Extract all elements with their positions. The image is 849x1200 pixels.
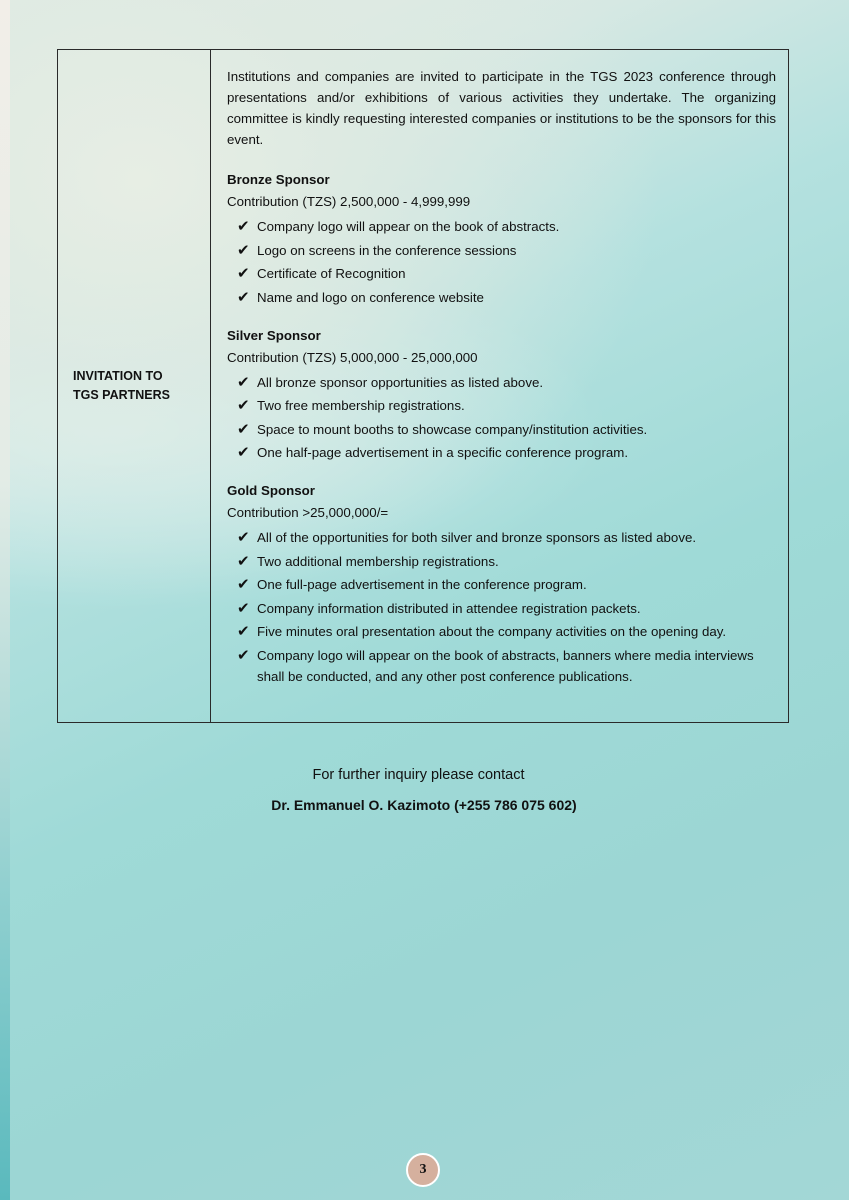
sponsor-tier-bronze <box>227 169 776 308</box>
sponsor-tier-silver <box>227 325 776 464</box>
benefit-text: Company information distributed in attendee registration packets. <box>257 600 641 616</box>
benefit-item <box>237 527 776 548</box>
check-icon: ✔ <box>237 373 250 391</box>
table-label-cell <box>58 50 211 722</box>
sponsor-contribution: Contribution (TZS) 2,500,000 - 4,999,999 <box>227 194 471 209</box>
check-icon: ✔ <box>237 218 250 235</box>
check-icon: ✔ <box>237 599 250 617</box>
check-icon: ✔ <box>237 552 250 570</box>
benefit-text: Company logo will appear on the book of abstracts. <box>257 219 560 234</box>
benefit-text: All bronze sponsor opportunities as listed above. <box>257 374 544 390</box>
sponsorship-table <box>57 49 789 723</box>
benefit-text: One half-page advertisement in a specific conference program. <box>257 445 629 460</box>
benefit-text: Two free membership registrations. <box>257 398 465 413</box>
benefit-text: Certificate of Recognition <box>257 266 406 281</box>
sponsor-contribution: Contribution >25,000,000/= <box>227 505 389 520</box>
benefit-item <box>237 442 776 463</box>
benefit-item <box>237 287 776 308</box>
benefit-item <box>237 598 776 619</box>
benefit-item <box>237 574 776 595</box>
benefit-item <box>237 395 776 416</box>
benefit-text: Two additional membership registrations. <box>257 553 499 569</box>
sponsor-tier-gold <box>227 480 776 687</box>
sponsor-title: Silver Sponsor <box>227 327 321 343</box>
benefit-text: Logo on screens in the conference sessions <box>257 242 517 258</box>
check-icon: ✔ <box>237 420 250 438</box>
check-icon: ✔ <box>237 265 250 282</box>
check-icon: ✔ <box>237 646 250 664</box>
benefit-text: All of the opportunities for both silver and bronze sponsors as listed above. <box>257 530 697 545</box>
benefit-list <box>227 216 776 308</box>
benefit-text: Space to mount booths to showcase company/institution activities. <box>257 421 648 437</box>
contact-section <box>0 764 849 816</box>
check-icon: ✔ <box>237 288 250 306</box>
benefit-list <box>227 527 776 687</box>
check-icon: ✔ <box>237 241 250 259</box>
benefit-item <box>237 372 776 393</box>
check-icon: ✔ <box>237 529 250 546</box>
check-icon: ✔ <box>237 444 250 461</box>
benefit-item <box>237 216 776 237</box>
benefit-item <box>237 551 776 572</box>
benefit-item <box>237 240 776 261</box>
sponsor-contribution: Contribution (TZS) 5,000,000 - 25,000,000 <box>227 349 478 365</box>
page-edge-decoration <box>0 0 10 1200</box>
inquiry-text: For further inquiry please contact <box>312 767 525 783</box>
intro-paragraph: Institutions and companies are invited to participate in the TGS 2023 conference through presentations and/or exhibitions of various activities they undertake. The organizing committee is kindly requesting interested companies or institutions to be the sponsors for this event. <box>227 69 776 147</box>
benefit-item <box>237 419 776 440</box>
page-number-badge: 3 <box>406 1153 440 1187</box>
sponsor-title: Bronze Sponsor <box>227 172 330 187</box>
benefit-text: Name and logo on conference website <box>257 289 484 305</box>
contact-person: Dr. Emmanuel O. Kazimoto (+255 786 075 602) <box>271 797 577 813</box>
benefit-item <box>237 621 776 642</box>
benefit-text: Company logo will appear on the book of abstracts, banners where media interviews shall be conducted, and any other post conference publications. <box>257 647 754 684</box>
benefit-text: Five minutes oral presentation about the company activities on the opening day. <box>257 624 727 639</box>
check-icon: ✔ <box>237 576 250 593</box>
benefit-list <box>227 372 776 464</box>
section-label: INVITATION TO TGS PARTNERS <box>73 369 170 402</box>
benefit-item <box>237 645 776 687</box>
check-icon: ✔ <box>237 623 250 640</box>
sponsor-title: Gold Sponsor <box>227 483 315 498</box>
benefit-text: One full-page advertisement in the conference program. <box>257 577 587 592</box>
check-icon: ✔ <box>237 397 250 414</box>
table-content-cell <box>211 50 788 722</box>
benefit-item <box>237 263 776 284</box>
